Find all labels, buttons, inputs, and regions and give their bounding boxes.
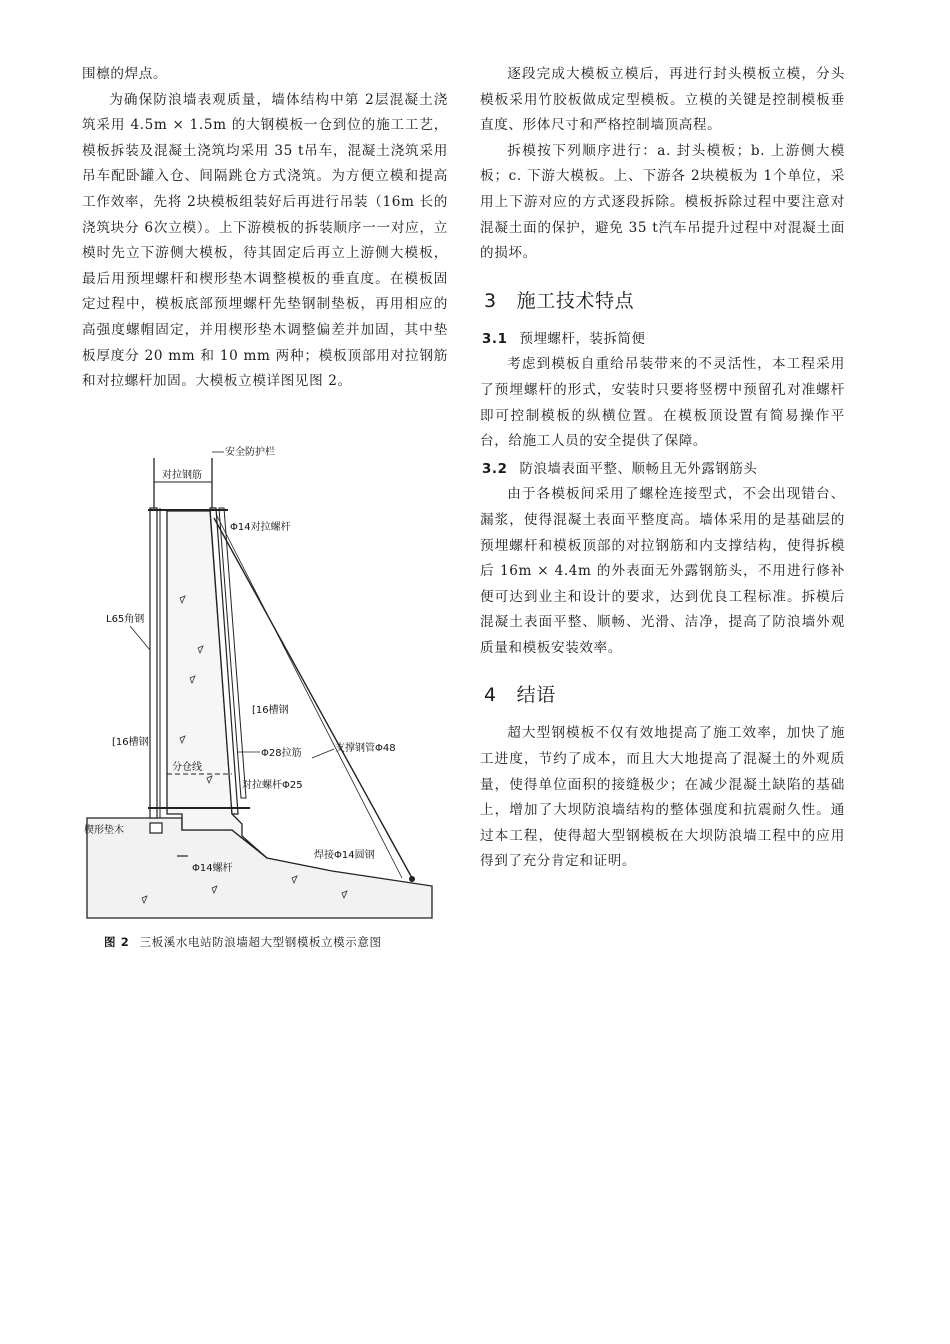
label-split-line: 分仓线 bbox=[172, 762, 202, 773]
label-weld-round: 焊接Φ14圆钢 bbox=[314, 850, 375, 861]
left-paragraph-2: 为确保防浪墙表观质量，墙体结构中第 2层混凝土浇筑采用 4.5m × 1.5m 的大钢模板一仓到位的施工工艺，模板拆装及混凝土浇筑均采用 35 t吊车，混凝土浇筑采用吊车配卧罐入仓、间隔跳仓方式浇筑。为方便立模和提高工作效率，先将 2块模板组装好后再进行吊装（16m 长的浇筑块分 6次立模）。上下游模板的拆装顺序一一对应，立模时先立下游侧大模板，待其固定后再立上游侧大模板，最后用预埋螺杆和楔形垫木调整模板的垂直度。在模板固定过程中，模板底部预埋螺杆先垫钢制垫板，再用相应的高强度螺帽固定，并用楔形垫木调整偏差并加固，其中垫板厚度分 20 mm 和 10 mm 两种；模板顶部用对拉钢筋和对拉螺杆加固。大模板立模详图见图 2。 bbox=[82, 91, 448, 390]
label-tie-bolt14: Φ14对拉螺杆 bbox=[230, 522, 291, 533]
right-paragraph-4: 由于各模板间采用了螺栓连接型式，不会出现错台、漏浆，使得混凝土表面平整度高。墙体采用的是基础层的预埋螺杆和模板顶部的对拉钢筋和内支撑结构，使得拆模后 16m × 4.4m 的外表面无外露钢筋头，不用进行修补便可达到业主和设计的要求，达到优良工程标准。拆模后混凝土表面平整、顺畅、光滑、洁净，提高了防浪墙外观质量和模板安装效率。 bbox=[480, 486, 845, 656]
formwork-diagram bbox=[82, 438, 448, 938]
label-channel16-right: [16槽钢 bbox=[252, 705, 289, 716]
left-paragraph-1: 围檩的焊点。 bbox=[82, 66, 168, 82]
label-tie28: Φ28拉筋 bbox=[261, 748, 302, 759]
label-wedge: 楔形垫木 bbox=[84, 825, 124, 836]
subsection-3-1-number: 3.1 bbox=[482, 331, 508, 347]
upstream-formwork bbox=[150, 508, 157, 818]
label-support-pipe: 支撑钢管Φ48 bbox=[335, 743, 396, 754]
subsection-3-1-title: 预埋螺杆，装拆简便 bbox=[519, 331, 646, 347]
subsection-3-2-title: 防浪墙表面平整、顺畅且无外露钢筋头 bbox=[519, 461, 758, 477]
section-3-heading bbox=[484, 287, 845, 315]
wedge-block bbox=[150, 823, 162, 833]
right-column bbox=[480, 62, 845, 875]
left-column bbox=[82, 62, 448, 395]
foundation bbox=[87, 818, 432, 918]
subsection-3-1-heading bbox=[482, 327, 845, 353]
label-guardrail: 安全防护栏 bbox=[225, 447, 275, 458]
right-paragraph-2: 拆模按下列顺序进行：a. 封头模板；b. 上游侧大模板；c. 下游大模板。上、下游各 2块模板为 1个单位，采用上下游对应的方式逐段拆除。模板拆除过程中要注意对混凝土面的保护，避免 35 t汽车吊提升过程中对混凝土面的损坏。 bbox=[480, 142, 845, 262]
section-4-title: 结语 bbox=[516, 684, 556, 707]
label-tie-bolt25: 对拉螺杆Φ25 bbox=[242, 780, 303, 791]
subsection-3-2-number: 3.2 bbox=[482, 461, 508, 477]
support-pipe bbox=[214, 518, 412, 878]
figure-2 bbox=[82, 438, 448, 953]
label-angle-steel: L65角钢 bbox=[106, 614, 145, 625]
section-4-number: 4 bbox=[484, 684, 497, 707]
subsection-3-2-heading bbox=[482, 457, 845, 483]
section-4-heading bbox=[484, 681, 845, 709]
section-3-number: 3 bbox=[484, 289, 497, 312]
figure-caption bbox=[104, 934, 382, 950]
label-channel16-left: [16槽钢 bbox=[112, 737, 149, 748]
label-bolt14: Φ14螺杆 bbox=[192, 863, 233, 874]
right-paragraph-3: 考虑到模板自重给吊装带来的不灵活性，本工程采用了预埋螺杆的形式，安装时只要将竖楞中预留孔对准螺杆即可控制模板的纵横位置。在模板顶设置有简易操作平台，给施工人员的安全提供了保障。 bbox=[480, 356, 845, 450]
right-paragraph-5: 超大型钢模板不仅有效地提高了施工效率，加快了施工进度，节约了成本，而且大大地提高了混凝土的外观质量，使得单位面积的接缝极少；在减少混凝土缺陷的基础上，增加了大坝防浪墙结构的整体强度和抗震耐久性。通过本工程，使得超大型钢模板在大坝防浪墙工程中的应用得到了充分肯定和证明。 bbox=[480, 725, 845, 870]
caption-text: 三板溪水电站防浪墙超大型钢模板立模示意图 bbox=[139, 935, 382, 949]
caption-number: 图 2 bbox=[104, 935, 130, 949]
right-paragraph-1: 逐段完成大模板立模后，再进行封头模板立模，分头模板采用竹胶板做成定型模板。立模的关键是控制模板垂直度、形体尺寸和严格控制墙顶高程。 bbox=[480, 66, 845, 134]
label-tie-bar: 对拉钢筋 bbox=[162, 470, 202, 481]
section-3-title: 施工技术特点 bbox=[516, 289, 635, 312]
